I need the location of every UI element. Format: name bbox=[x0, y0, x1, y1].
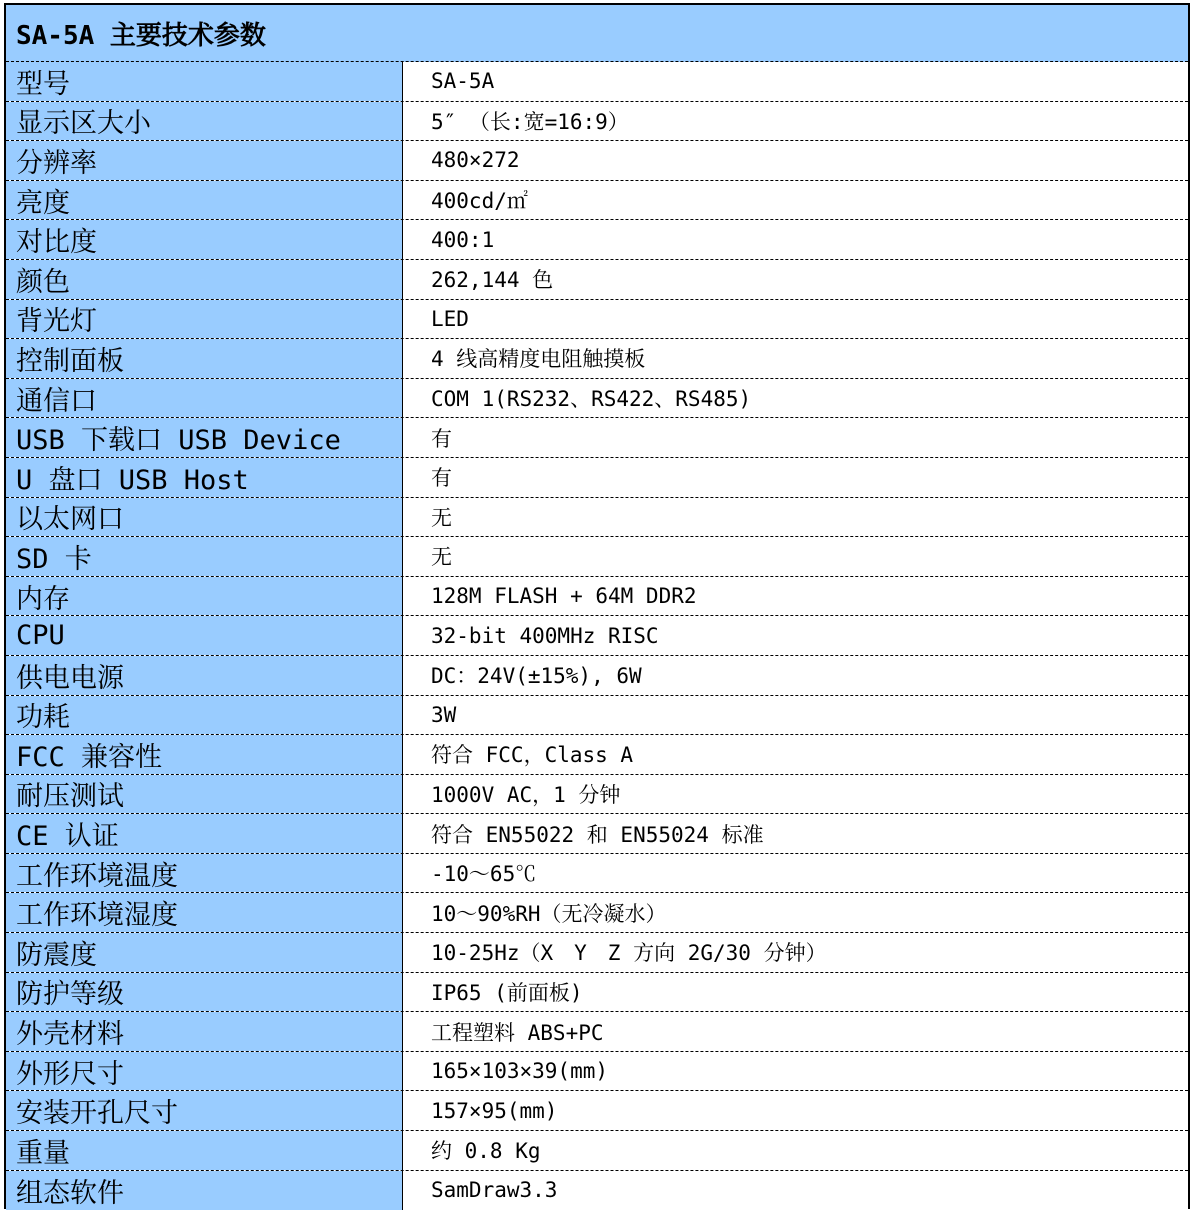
spec-value: 5″ （长:宽=16:9） bbox=[403, 102, 1188, 141]
table-row bbox=[6, 735, 1188, 775]
spec-label: USB 下载口 USB Device bbox=[6, 418, 403, 457]
spec-value: 400:1 bbox=[403, 220, 1188, 259]
table-row bbox=[6, 220, 1188, 260]
table-row bbox=[6, 1171, 1188, 1211]
spec-value: DC：24V(±15%), 6W bbox=[403, 656, 1188, 695]
spec-value: 约 0.8 Kg bbox=[403, 1131, 1188, 1170]
table-row bbox=[6, 260, 1188, 300]
table-row bbox=[6, 577, 1188, 617]
table-row bbox=[6, 1131, 1188, 1171]
table-row bbox=[6, 696, 1188, 736]
spec-label: 外壳材料 bbox=[6, 1012, 403, 1051]
spec-rows bbox=[6, 62, 1188, 1210]
spec-value: 10～90%RH（无冷凝水） bbox=[403, 893, 1188, 932]
spec-value: 有 bbox=[403, 418, 1188, 457]
table-row bbox=[6, 141, 1188, 181]
spec-value: 无 bbox=[403, 537, 1188, 576]
spec-value: SamDraw3.3 bbox=[403, 1171, 1188, 1211]
spec-label: 背光灯 bbox=[6, 300, 403, 339]
spec-label: 工作环境温度 bbox=[6, 854, 403, 893]
spec-value: IP65 (前面板) bbox=[403, 973, 1188, 1012]
spec-label: 型号 bbox=[6, 62, 403, 101]
table-row bbox=[6, 775, 1188, 815]
spec-label: 供电电源 bbox=[6, 656, 403, 695]
spec-label: CE 认证 bbox=[6, 814, 403, 853]
spec-label: FCC 兼容性 bbox=[6, 735, 403, 774]
table-row bbox=[6, 102, 1188, 142]
spec-value: 10-25Hz（X Y Z 方向 2G/30 分钟） bbox=[403, 933, 1188, 972]
spec-label: 亮度 bbox=[6, 181, 403, 220]
spec-label: 显示区大小 bbox=[6, 102, 403, 141]
spec-label: 控制面板 bbox=[6, 339, 403, 378]
table-row bbox=[6, 814, 1188, 854]
spec-value: 4 线高精度电阻触摸板 bbox=[403, 339, 1188, 378]
table-row bbox=[6, 973, 1188, 1013]
spec-label: 对比度 bbox=[6, 220, 403, 259]
spec-label: SD 卡 bbox=[6, 537, 403, 576]
table-row bbox=[6, 1012, 1188, 1052]
table-row bbox=[6, 933, 1188, 973]
spec-value: COM 1(RS232、RS422、RS485) bbox=[403, 379, 1188, 418]
spec-value: 400cd/㎡ bbox=[403, 181, 1188, 220]
spec-label: 外形尺寸 bbox=[6, 1052, 403, 1091]
table-row bbox=[6, 1052, 1188, 1092]
table-row bbox=[6, 498, 1188, 538]
table-row bbox=[6, 458, 1188, 498]
table-row bbox=[6, 616, 1188, 656]
table-row bbox=[6, 181, 1188, 221]
spec-label: CPU bbox=[6, 616, 403, 655]
spec-value: 262,144 色 bbox=[403, 260, 1188, 299]
table-row bbox=[6, 379, 1188, 419]
spec-value: 32-bit 400MHz RISC bbox=[403, 616, 1188, 655]
spec-label: 耐压测试 bbox=[6, 775, 403, 814]
spec-label: 工作环境湿度 bbox=[6, 893, 403, 932]
spec-value: 符合 FCC，Class A bbox=[403, 735, 1188, 774]
spec-value: 157×95(mm) bbox=[403, 1091, 1188, 1130]
table-row bbox=[6, 854, 1188, 894]
spec-value: LED bbox=[403, 300, 1188, 339]
table-row bbox=[6, 300, 1188, 340]
spec-label: U 盘口 USB Host bbox=[6, 458, 403, 497]
spec-value: 3W bbox=[403, 696, 1188, 735]
spec-table bbox=[4, 3, 1190, 1209]
spec-label: 安装开孔尺寸 bbox=[6, 1091, 403, 1130]
table-row bbox=[6, 62, 1188, 102]
spec-label: 颜色 bbox=[6, 260, 403, 299]
table-row bbox=[6, 1091, 1188, 1131]
table-row bbox=[6, 339, 1188, 379]
spec-label: 组态软件 bbox=[6, 1171, 403, 1211]
spec-value: 符合 EN55022 和 EN55024 标准 bbox=[403, 814, 1188, 853]
spec-label: 防震度 bbox=[6, 933, 403, 972]
table-title: SA-5A 主要技术参数 bbox=[6, 5, 1188, 62]
spec-label: 防护等级 bbox=[6, 973, 403, 1012]
spec-label: 功耗 bbox=[6, 696, 403, 735]
spec-value: 1000V AC，1 分钟 bbox=[403, 775, 1188, 814]
spec-label: 内存 bbox=[6, 577, 403, 616]
spec-value: SA-5A bbox=[403, 62, 1188, 101]
spec-value: 无 bbox=[403, 498, 1188, 537]
table-row bbox=[6, 418, 1188, 458]
spec-value: 128M FLASH + 64M DDR2 bbox=[403, 577, 1188, 616]
spec-label: 分辨率 bbox=[6, 141, 403, 180]
spec-value: 480×272 bbox=[403, 141, 1188, 180]
spec-value: 有 bbox=[403, 458, 1188, 497]
table-row bbox=[6, 656, 1188, 696]
spec-value: 工程塑料 ABS+PC bbox=[403, 1012, 1188, 1051]
spec-label: 通信口 bbox=[6, 379, 403, 418]
spec-label: 以太网口 bbox=[6, 498, 403, 537]
table-row bbox=[6, 893, 1188, 933]
spec-value: 165×103×39(mm) bbox=[403, 1052, 1188, 1091]
spec-label: 重量 bbox=[6, 1131, 403, 1170]
table-row bbox=[6, 537, 1188, 577]
spec-value: -10～65℃ bbox=[403, 854, 1188, 893]
